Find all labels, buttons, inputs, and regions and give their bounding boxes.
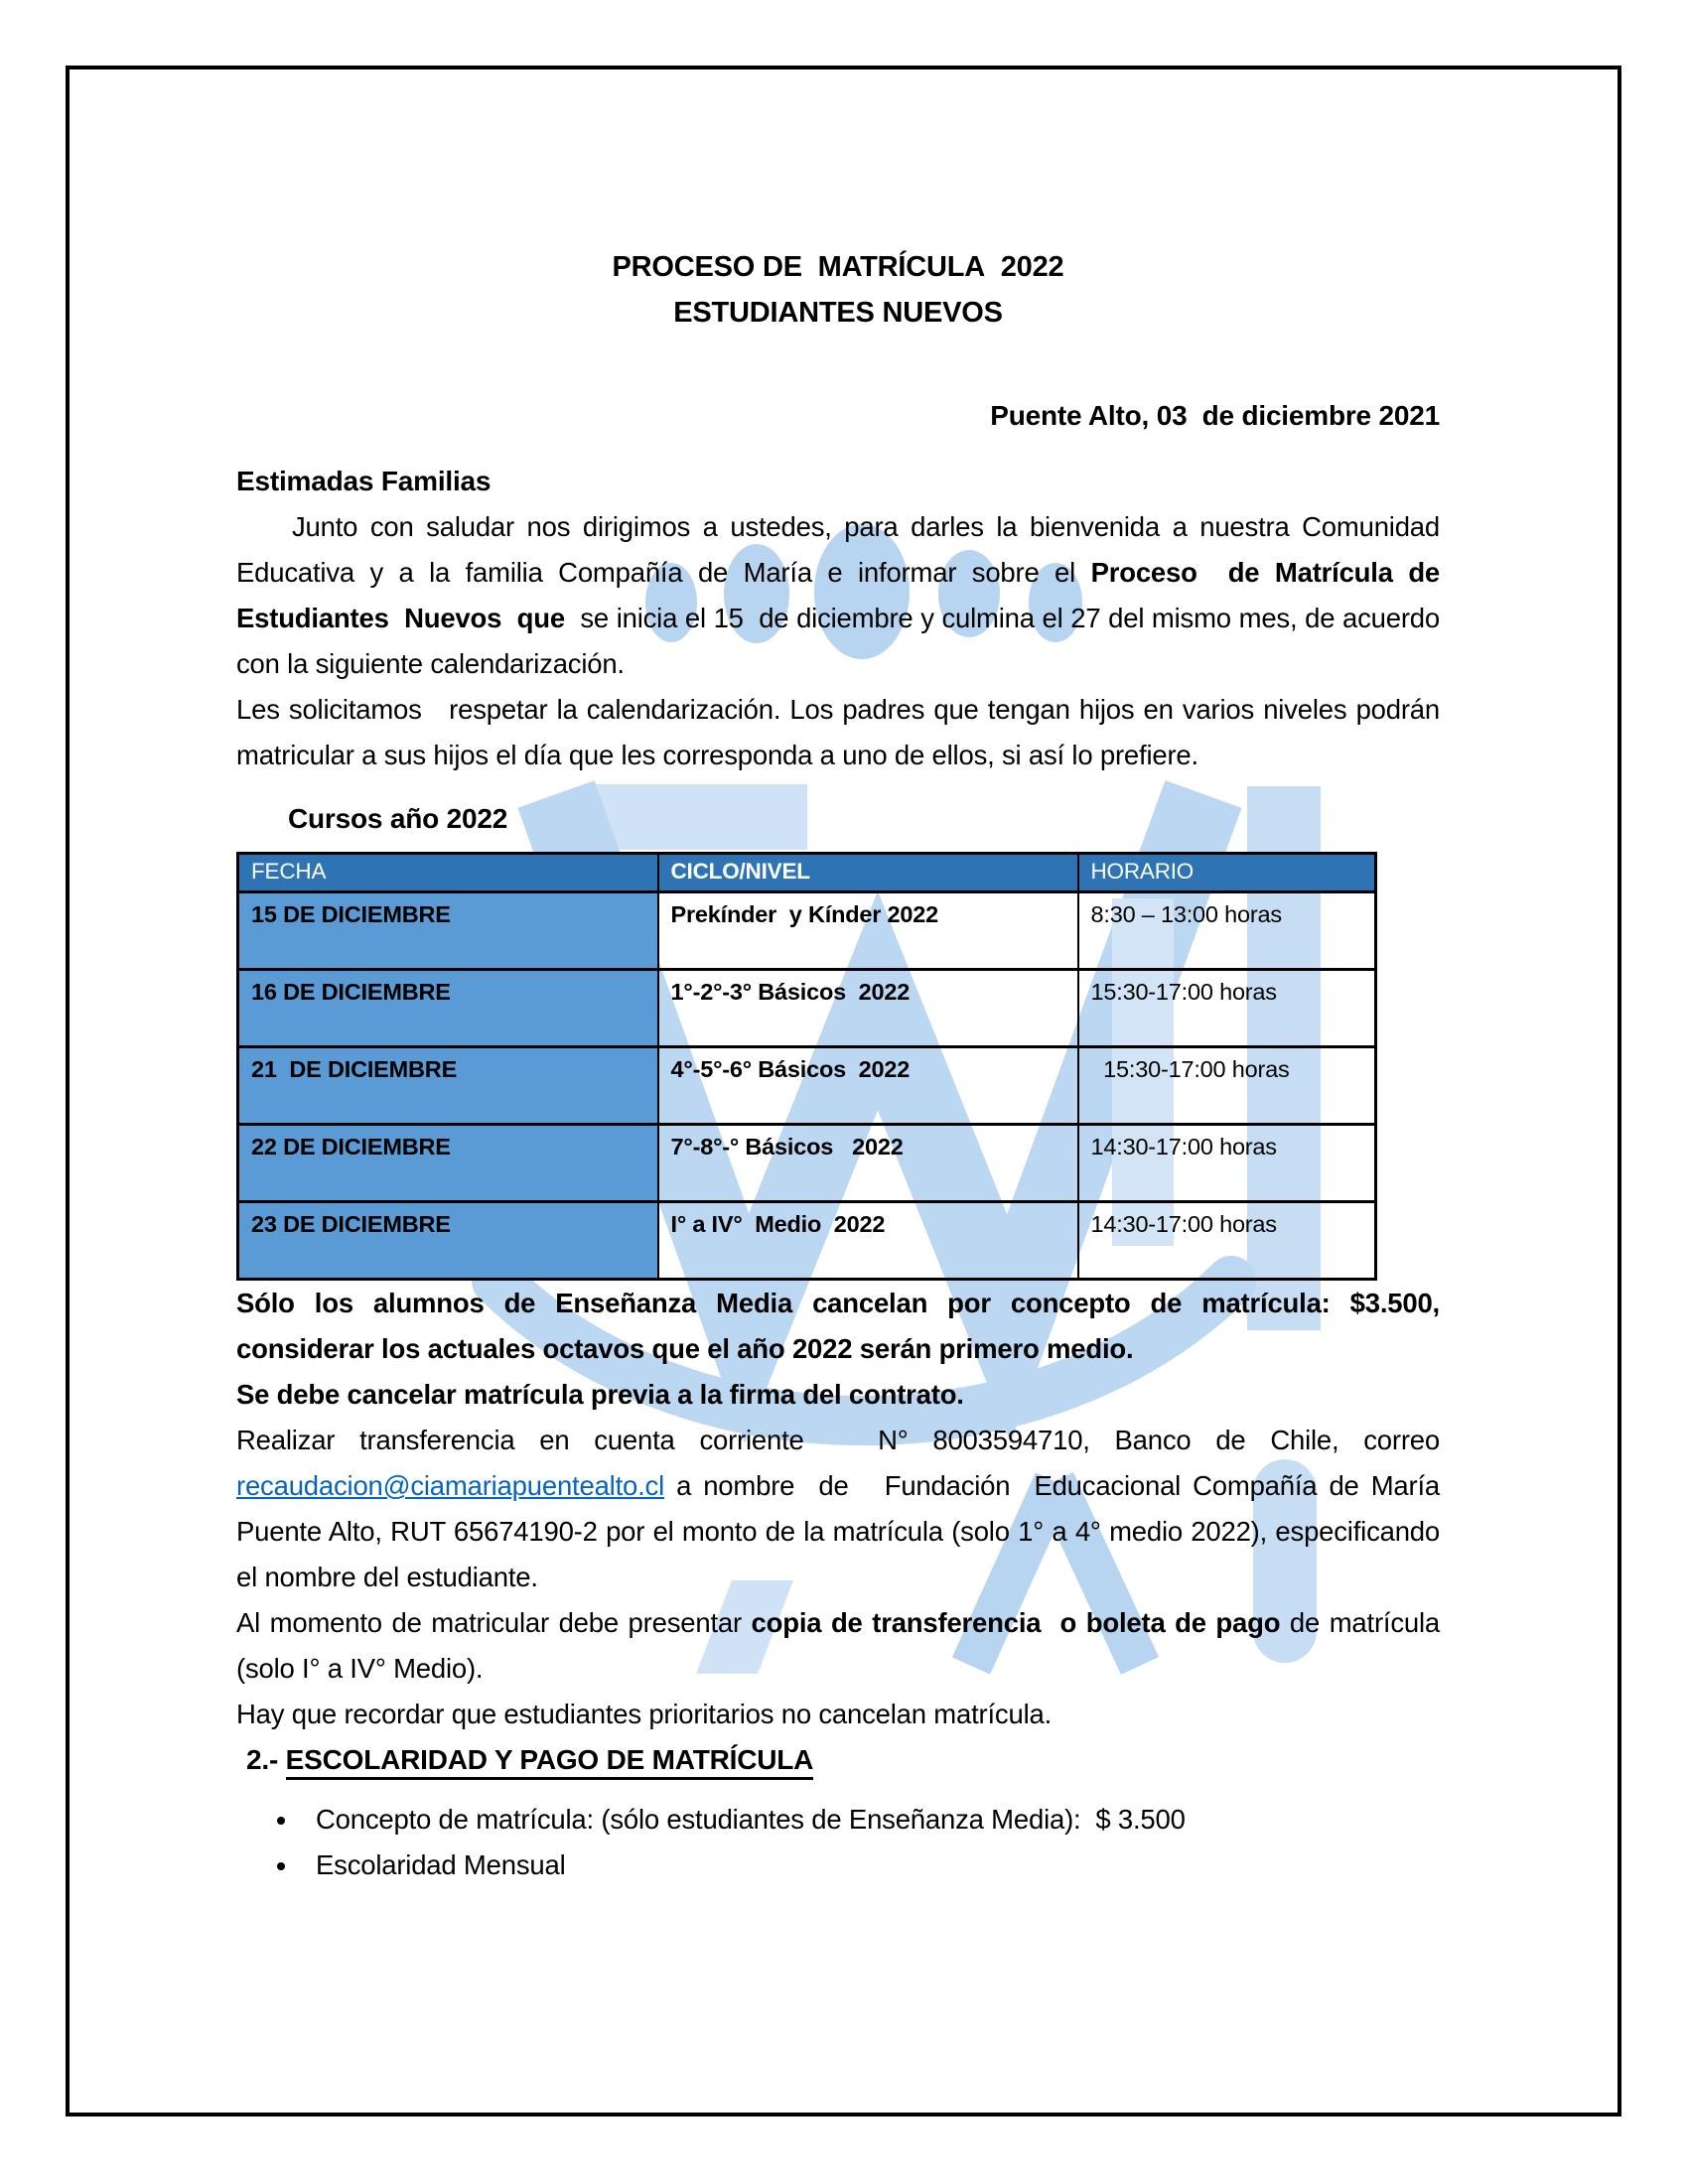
present-run-plain-2: de matrícula (solo I° a IV° Medio). — [236, 1607, 1441, 1684]
title-line-1: PROCESO DE MATRÍCULA 2022 — [612, 251, 1064, 283]
ciclo-cell: 7°-8°-° Básicos 2022 — [658, 1125, 1078, 1202]
prior-payment-note: Se debe cancelar matrícula previa a la firma del contrato. — [236, 1379, 964, 1410]
horario-cell: 14:30-17:00 horas — [1078, 1125, 1376, 1202]
courses-heading: Cursos año 2022 — [288, 803, 508, 834]
table-row — [238, 1202, 1376, 1280]
horario-cell: 15:30-17:00 horas — [1078, 1047, 1376, 1125]
ciclo-cell: I° a IV° Medio 2022 — [658, 1202, 1078, 1280]
present-run-bold: copia de transferencia o boleta de pago — [751, 1607, 1281, 1638]
fecha-cell: 15 DE DICIEMBRE — [238, 892, 658, 970]
section-2-title: ESCOLARIDAD Y PAGO DE MATRÍCULA — [286, 1744, 814, 1780]
fecha-cell: 23 DE DICIEMBRE — [238, 1202, 658, 1280]
horario-cell: 15:30-17:00 horas — [1078, 970, 1376, 1047]
present-run-plain: Al momento de matricular debe presentar — [236, 1607, 752, 1638]
fees-list — [236, 1797, 1440, 1888]
ciclo-cell: Prekínder y Kínder 2022 — [658, 892, 1078, 970]
col-header-fecha: FECHA — [238, 854, 658, 892]
salutation: Estimadas Familias — [236, 466, 492, 496]
col-header-horario: HORARIO — [1078, 854, 1376, 892]
horario-cell: 14:30-17:00 horas — [1078, 1202, 1376, 1280]
transfer-paragraph — [236, 1418, 1440, 1600]
fecha-cell: 21 DE DICIEMBRE — [238, 1047, 658, 1125]
schedule-table — [236, 852, 1377, 1281]
document-content — [236, 69, 1440, 1888]
table-row — [238, 970, 1376, 1047]
calendar-note-paragraph: Les solicitamos respetar la calendarización. Los padres que tengan hijos en varios niveles podrán matricular a sus hijos el día que les corresponda a uno de ellos, si así lo prefiere. — [236, 694, 1440, 770]
transfer-run-plain-2: a nombre de Fundación Educacional Compañía de María Puente Alto, RUT 65674190-2 por el monto de la matrícula (solo 1° a 4° medio 2022), especificando el nombre del estudiante. — [236, 1470, 1440, 1592]
title-line-2: ESTUDIANTES NUEVOS — [673, 297, 1003, 329]
document-title — [236, 244, 1440, 336]
matricula-fee-paragraph: Sólo los alumnos de Enseñanza Media cancelan por concepto de matrícula: $3.500, considerar los actuales octavos que el año 2022 serán primero medio. — [236, 1288, 1440, 1364]
ciclo-cell: 1°-2°-3° Básicos 2022 — [658, 970, 1078, 1047]
dateline: Puente Alto, 03 de diciembre 2021 — [990, 400, 1440, 431]
section-2-number: 2.- — [246, 1744, 286, 1775]
email-link[interactable]: recaudacion@ciamariapuentealto.cl — [236, 1470, 665, 1501]
priority-students-note: Hay que recordar que estudiantes prioritarios no cancelan matrícula. — [236, 1699, 1053, 1729]
table-row — [238, 1047, 1376, 1125]
intro-run-plain: Junto con saludar nos dirigimos a ustedes, para darles la bienvenida a nuestra Comunidad Educativa y a la familia Compañía de María e informar sobre el — [236, 511, 1440, 588]
table-row — [238, 1125, 1376, 1202]
ciclo-cell: 4°-5°-6° Básicos 2022 — [658, 1047, 1078, 1125]
transfer-run-plain: Realizar transferencia en cuenta corriente N° 8003594710, Banco de Chile, correo — [236, 1425, 1440, 1455]
intro-paragraph — [236, 504, 1440, 687]
present-proof-paragraph — [236, 1600, 1440, 1692]
list-item-escolaridad: • Escolaridad Mensual — [300, 1843, 1440, 1888]
fecha-cell: 16 DE DICIEMBRE — [238, 970, 658, 1047]
horario-cell: 8:30 – 13:00 horas — [1078, 892, 1376, 970]
intro-run-plain-2: se inicia el 15 de diciembre y culmina el 27 del mismo mes, de acuerdo con la siguiente calendarización. — [236, 603, 1440, 679]
intro-run-bold: Proceso de Matrícula de Estudiantes Nuevos que — [236, 557, 1441, 633]
table-header-row — [238, 854, 1376, 892]
col-header-ciclo-nivel: CICLO/NIVEL — [658, 854, 1078, 892]
table-row — [238, 892, 1376, 970]
list-item-concepto: • Concepto de matrícula: (sólo estudiantes de Enseñanza Media): $ 3.500 — [300, 1797, 1440, 1843]
fecha-cell: 22 DE DICIEMBRE — [238, 1125, 658, 1202]
section-2-heading — [236, 1737, 1440, 1783]
